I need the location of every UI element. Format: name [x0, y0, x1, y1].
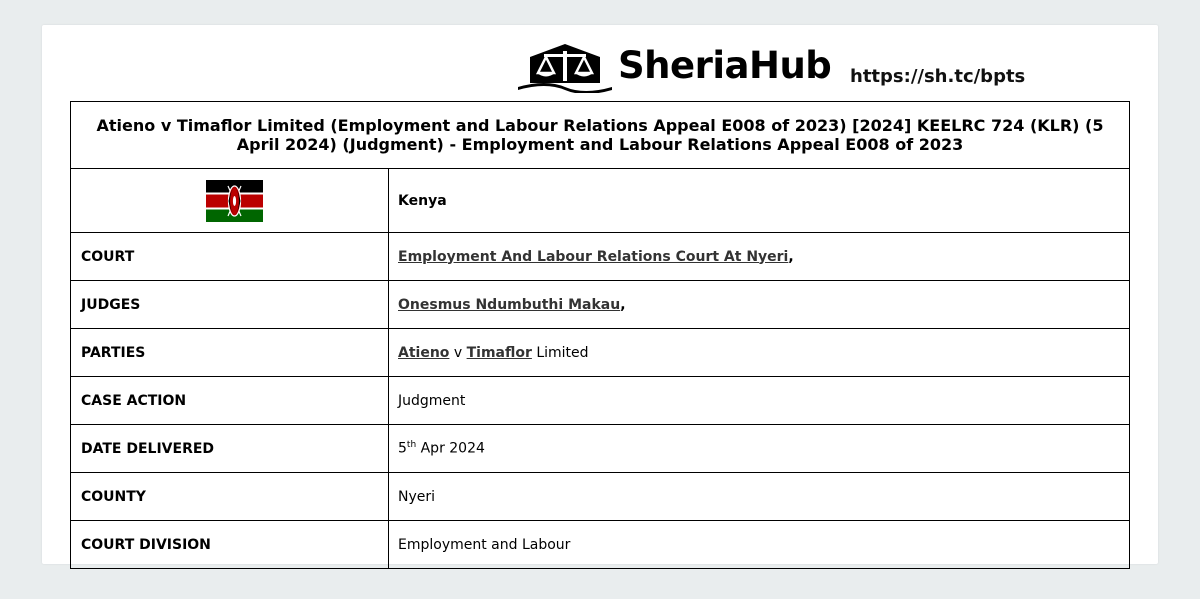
date-delivered-value — [389, 425, 1130, 473]
parties-versus: v — [449, 344, 467, 361]
case-action-label: CASE ACTION — [71, 377, 389, 425]
court-label: COURT — [71, 233, 389, 281]
judge-link[interactable]: Onesmus Ndumbuthi Makau — [398, 296, 621, 313]
party-2-link[interactable]: Timaflor — [466, 344, 532, 361]
judges-value — [389, 281, 1130, 329]
party-1-link[interactable]: Atieno — [398, 344, 450, 361]
court-value — [389, 233, 1130, 281]
date-day: 5 — [398, 440, 407, 457]
county-row — [71, 473, 1130, 521]
case-action-value: Judgment — [389, 377, 1130, 425]
header — [42, 25, 1158, 101]
judges-label: JUDGES — [71, 281, 389, 329]
flag-cell — [71, 169, 389, 233]
parties-label: PARTIES — [71, 329, 389, 377]
parties-value — [389, 329, 1130, 377]
title-row — [71, 102, 1130, 169]
case-info-table — [70, 101, 1130, 569]
scales-of-justice-icon — [516, 43, 614, 93]
court-row — [71, 233, 1130, 281]
party-2-rest: Limited — [531, 344, 589, 361]
parties-row — [71, 329, 1130, 377]
date-delivered-label: DATE DELIVERED — [71, 425, 389, 473]
court-division-value: Employment and Labour — [389, 521, 1130, 569]
logo-text: SheriaHub — [618, 43, 832, 87]
court-division-label: COURT DIVISION — [71, 521, 389, 569]
country-row — [71, 169, 1130, 233]
court-division-row — [71, 521, 1130, 569]
case-action-row — [71, 377, 1130, 425]
judges-row — [71, 281, 1130, 329]
date-ordinal-suffix: th — [406, 440, 417, 451]
case-title: Atieno v Timaflor Limited (Employment and Labour Relations Appeal E008 of 2023) [2024] KEELRC 724 (KLR) (5 April 2024) (Judgment) - Employment and Labour Relations Appeal E008 of 2023 — [71, 102, 1130, 169]
date-delivered-row — [71, 425, 1130, 473]
short-url-link[interactable]: https://sh.tc/bpts — [850, 66, 1026, 87]
judge-suffix: , — [620, 296, 626, 313]
document-card — [42, 25, 1158, 564]
county-value: Nyeri — [389, 473, 1130, 521]
date-rest: Apr 2024 — [416, 440, 485, 457]
country-name: Kenya — [389, 169, 1130, 233]
sheriahub-logo[interactable] — [516, 42, 831, 94]
court-suffix: , — [788, 248, 794, 265]
county-label: COUNTY — [71, 473, 389, 521]
kenya-flag-icon — [206, 180, 263, 222]
court-link[interactable]: Employment And Labour Relations Court At Nyeri — [398, 248, 789, 265]
